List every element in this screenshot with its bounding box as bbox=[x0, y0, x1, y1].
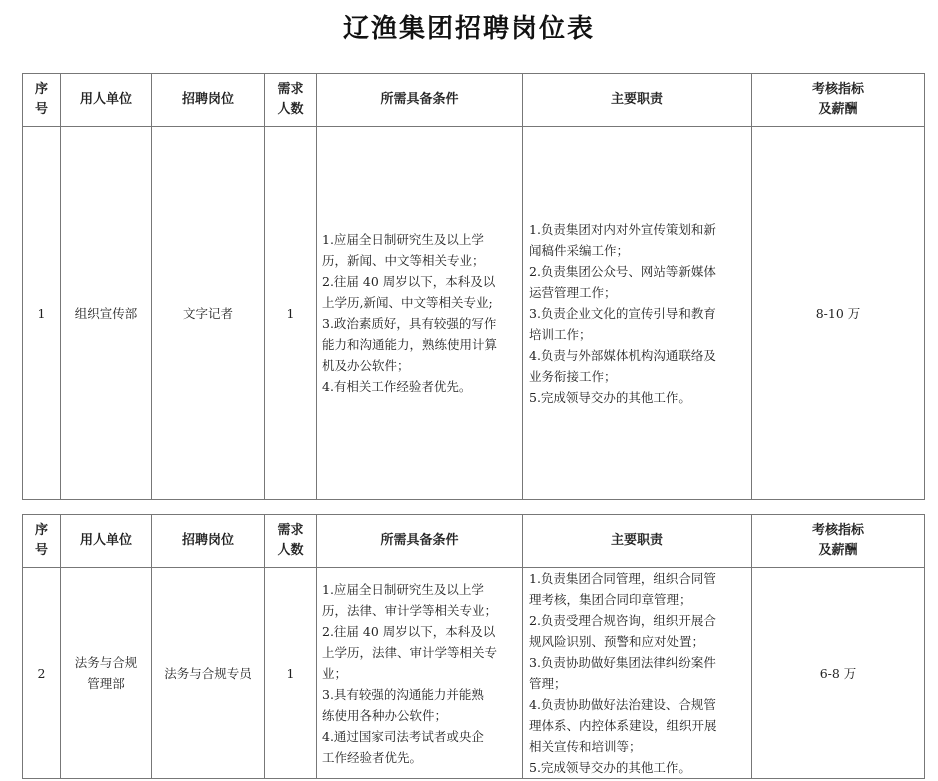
row-seq: 1 bbox=[23, 127, 61, 500]
header-unit: 用人单位 bbox=[61, 515, 152, 568]
header-position: 招聘岗位 bbox=[152, 515, 265, 568]
table-header-row bbox=[23, 74, 925, 127]
header-count: 需求 人数 bbox=[265, 515, 317, 568]
header-duties: 主要职责 bbox=[523, 74, 752, 127]
header-position: 招聘岗位 bbox=[152, 74, 265, 127]
header-seq: 序 号 bbox=[23, 74, 61, 127]
header-seq: 序 号 bbox=[23, 515, 61, 568]
header-salary: 考核指标 及薪酬 bbox=[752, 515, 925, 568]
table-row bbox=[23, 127, 925, 500]
row-unit: 法务与合规 管理部 bbox=[61, 568, 152, 779]
row-duties: 1.负责集团合同管理，组织合同管 理考核，集团合同印章管理； 2.负责受理合规咨询，组织开展合 规风险识别、预警和应对处置； 3.负责协助做好集团法律纠纷案件 管理； 4.负责协助做好法治建设、合规管 理体系、内控体系建设，组织开展 相关宣传和培训等； 5.完成领导交办的其他工作。 bbox=[523, 568, 752, 779]
job-table-2 bbox=[22, 514, 925, 779]
row-position: 文字记者 bbox=[152, 127, 265, 500]
header-requirements: 所需具备条件 bbox=[317, 74, 523, 127]
job-table-1 bbox=[22, 73, 925, 500]
row-requirements: 1.应届全日制研究生及以上学 历，新闻、中文等相关专业； 2.往届 40 周岁以下，本科及以 上学历,新闻、中文等相关专业; 3.政治素质好，具有较强的写作 能力和沟通能力，熟练使用计算 机及办公软件； 4.有相关工作经验者优先。 bbox=[317, 127, 523, 500]
row-count: 1 bbox=[265, 127, 317, 500]
row-unit: 组织宣传部 bbox=[61, 127, 152, 500]
header-requirements: 所需具备条件 bbox=[317, 515, 523, 568]
table-header-row bbox=[23, 515, 925, 568]
header-salary: 考核指标 及薪酬 bbox=[752, 74, 925, 127]
row-salary: 8-10 万 bbox=[752, 127, 925, 500]
row-requirements: 1.应届全日制研究生及以上学 历，法律、审计学等相关专业； 2.往届 40 周岁以下，本科及以 上学历，法律、审计学等相关专 业； 3.具有较强的沟通能力并能熟 练使用各种办公软件； 4.通过国家司法考试者或央企 工作经验者优先。 bbox=[317, 568, 523, 779]
row-salary: 6-8 万 bbox=[752, 568, 925, 779]
row-duties: 1.负责集团对内对外宣传策划和新 闻稿件采编工作； 2.负责集团公众号、网站等新媒体 运营管理工作； 3.负责企业文化的宣传引导和教育 培训工作； 4.负责与外部媒体机构沟通联络及 业务衔接工作； 5.完成领导交办的其他工作。 bbox=[523, 127, 752, 500]
header-duties: 主要职责 bbox=[523, 515, 752, 568]
header-unit: 用人单位 bbox=[61, 74, 152, 127]
page-title: 辽渔集团招聘岗位表 bbox=[342, 14, 595, 44]
row-count: 1 bbox=[265, 568, 317, 779]
table-row bbox=[23, 568, 925, 779]
row-seq: 2 bbox=[23, 568, 61, 779]
header-count: 需求 人数 bbox=[265, 74, 317, 127]
row-position: 法务与合规专员 bbox=[152, 568, 265, 779]
